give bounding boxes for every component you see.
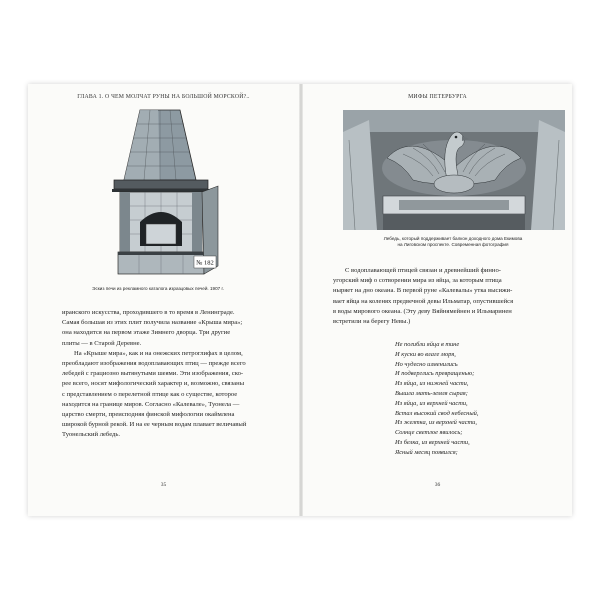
text-line: лебедей с грациозно вытянутыми шеями. Эти изображения, ско-: [62, 370, 244, 378]
text-line: широкой бурной рекой. И на ее черным водам плавает величавый: [62, 421, 247, 429]
poem-line: Не погибли яйца в тине: [395, 341, 460, 348]
poem-line: Ясный месяц появился;: [395, 448, 458, 456]
right-body-text: [333, 266, 559, 327]
text-line: рее всего, носят мифологический характер и, возможно, связаны: [62, 380, 245, 388]
right-page-number: 36: [434, 482, 441, 488]
poem-line: Встал высокий свод небесный,: [395, 409, 479, 417]
text-line: преобладают изображения водоплавающих птиц — прежде всего: [62, 360, 246, 368]
text-line: царство смерти, преисподняя финской мифологии окаймлена: [62, 411, 235, 419]
right-figure-caption: [335, 236, 571, 248]
swan-balcony-photo: [343, 110, 565, 230]
text-line: с представлением о перелетной птице как о существе, которое: [62, 390, 238, 398]
left-figure-caption: Эскиз печи из рекламного каталога изразцовых печей. 1907 г.: [92, 286, 224, 291]
text-line: в воды мирового океана. (Эту деву Вяйнямейнен и Ильмаринен: [333, 307, 512, 315]
text-line: Самая большая из этих плит получила название «Крыша мира»;: [62, 319, 243, 327]
right-running-head: МИФЫ ПЕТЕРБУРГА: [408, 94, 467, 100]
left-page: [28, 84, 299, 516]
text-line: плиты — в Старой Деревне.: [62, 339, 142, 347]
text-line: С водоплавающей птицей связан и древнейший финно-: [345, 267, 501, 274]
text-line: Туонельский лебедь.: [62, 431, 121, 439]
text-line: она находится на первом этаже Зимнего дворца. Три другие: [62, 329, 231, 337]
poem-line: Из желтка, из верхней части,: [395, 419, 477, 427]
book-spread: [28, 84, 572, 516]
right-page: [303, 84, 572, 516]
poem-line: Из белка, из верхней части,: [395, 438, 470, 446]
text-line: иранского искусства, проходившего в то время в Ленинграде.: [62, 309, 235, 316]
plate-number-label: № 182: [196, 259, 214, 267]
left-running-head: ГЛАВА 1. О ЧЕМ МОЛЧАТ РУНЫ НА БОЛЬШОЙ МОРСКОЙ?..: [77, 94, 250, 100]
text-line: угорский миф о сотворении мира из яйца, за которым птица: [333, 277, 502, 285]
text-line: встретили на берегу Невы.): [333, 318, 411, 326]
poem-line: Но чудесно изменились: [395, 360, 458, 368]
stove-sketch-figure: [88, 106, 238, 278]
text-line: вает яйца на коленях предвечной девы Ильматар, опустившейся: [333, 297, 514, 305]
poem-line: Солнце светлое явилось;: [395, 429, 463, 437]
poem-line: Из яйца, из нижней части,: [395, 380, 469, 388]
caption-line: на Лиговском проспекте. Современная фотография: [397, 242, 509, 247]
kalevala-poem: [395, 340, 545, 458]
poem-line: И подверглись превращенью;: [395, 370, 475, 378]
left-body-text: [62, 308, 286, 441]
text-line: ныряет на дно океана. В первой руне «Калевалы» утка высижи-: [333, 287, 513, 295]
text-line: находится на границе миров. Согласно «Калевале», Туонела —: [62, 400, 240, 408]
text-line: На «Крыше мира», как и на онежских петроглифах в целом,: [74, 349, 243, 357]
poem-line: И куски во влаге моря,: [395, 350, 456, 358]
left-page-number: 35: [160, 482, 167, 488]
caption-line: Лебедь, который поддерживает балкон доходного дома Екимова: [383, 236, 523, 241]
poem-line: Вышла мать-земля сырая;: [395, 389, 468, 397]
poem-line: Из яйца, из верхней части,: [395, 399, 468, 407]
